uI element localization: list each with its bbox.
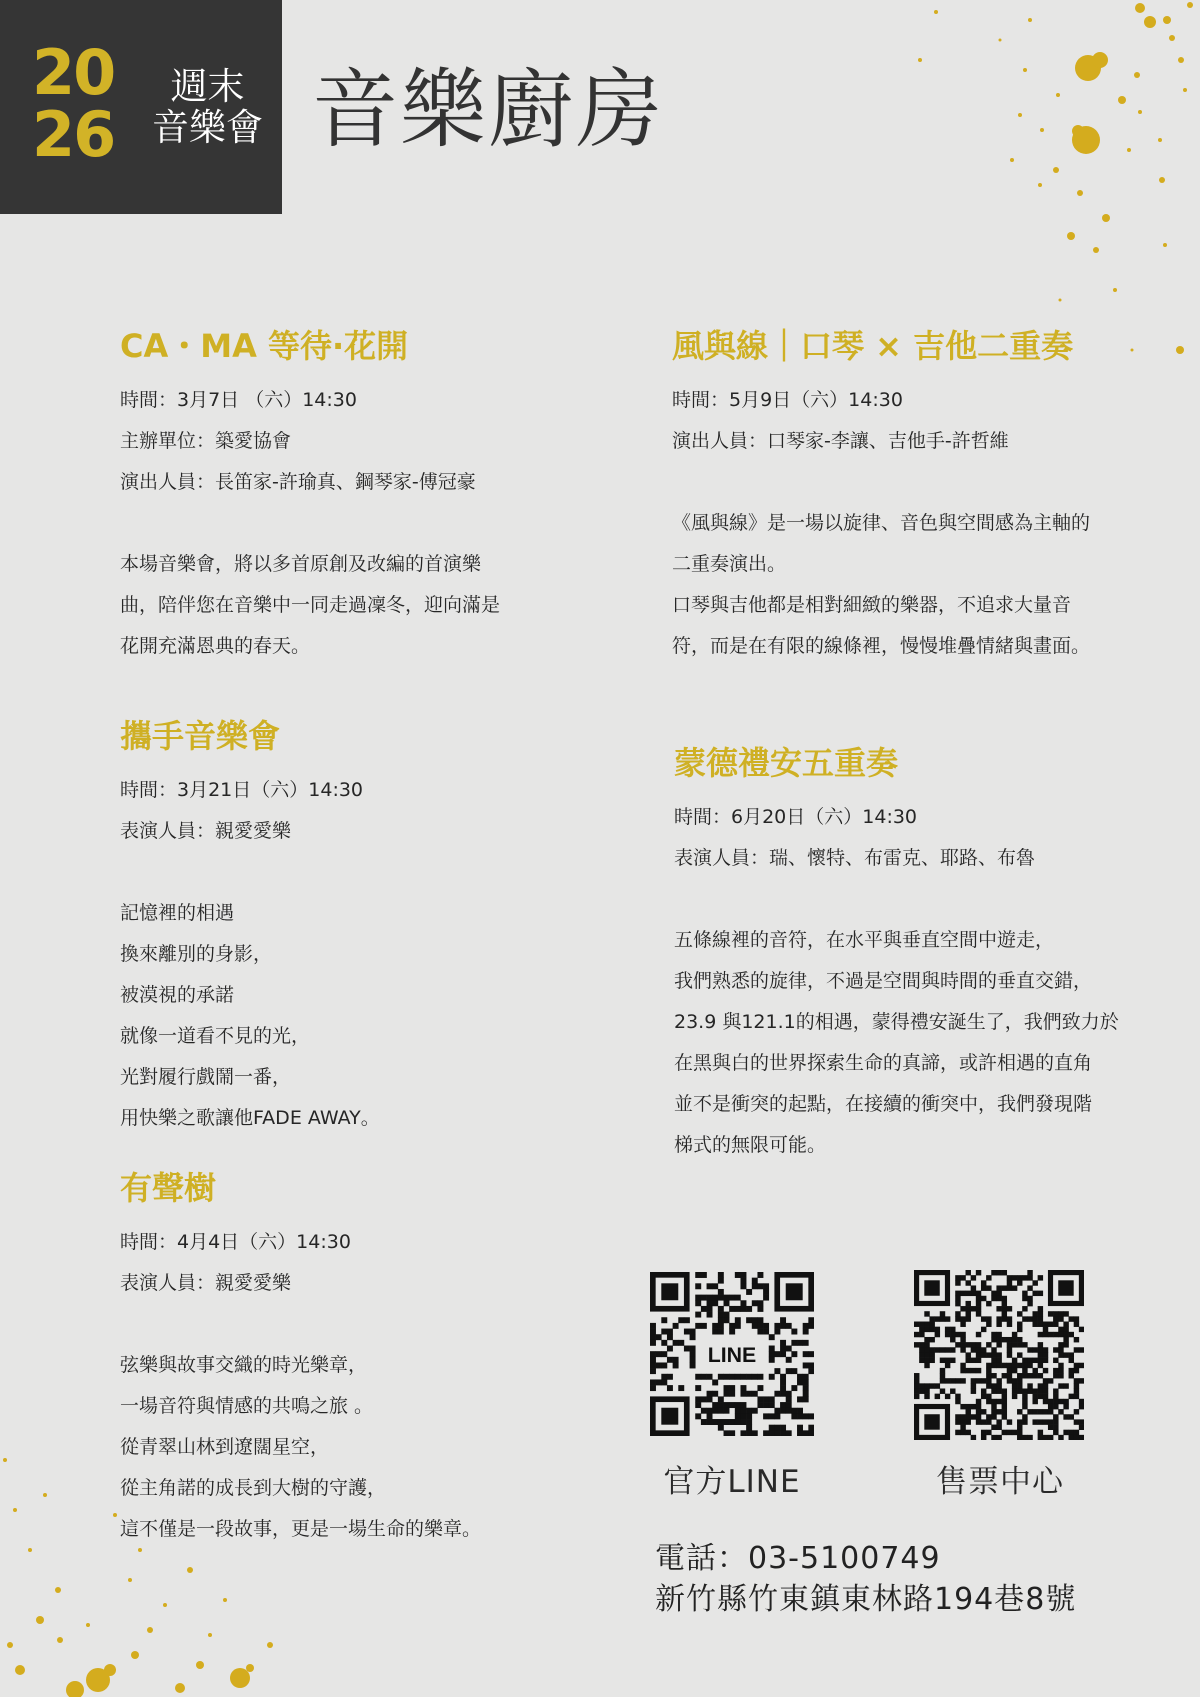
concert-section-hand-in-hand xyxy=(120,716,380,1139)
description-line: 花開充滿恩典的春天。 xyxy=(120,635,311,657)
concert-section-mondrian-quintet xyxy=(674,743,1119,1166)
line-qr-label: 官方LINE xyxy=(663,1464,801,1500)
section-title: 有聲樹 xyxy=(120,1169,217,1207)
description-line: 從青翠山林到遼闊星空， xyxy=(120,1436,330,1458)
event-subtitle xyxy=(145,66,270,148)
concert-performers: 表演人員：親愛愛樂 xyxy=(120,1272,292,1294)
description-line: 被漠視的承諾 xyxy=(120,984,235,1006)
spacer xyxy=(120,503,500,544)
description-line: 二重奏演出。 xyxy=(672,553,787,575)
description-line: 記憶裡的相遇 xyxy=(120,902,235,924)
page-title: 音樂廚房 xyxy=(312,60,664,160)
concert-section-sound-tree xyxy=(120,1168,481,1550)
concert-time: 時間：6月20日（六）14:30 xyxy=(674,806,918,828)
concert-time: 時間：4月4日（六）14:30 xyxy=(120,1231,351,1253)
concert-performers: 演出人員：口琴家-李讓、吉他手-許哲維 xyxy=(672,430,1009,452)
paint-splatter-top-right xyxy=(900,0,1200,380)
spacer xyxy=(120,852,380,893)
concert-section-wind-and-line xyxy=(672,326,1090,667)
concert-time: 時間：3月7日 （六）14:30 xyxy=(120,389,357,411)
description-line: 23.9 與121.1的相遇，蒙得禮安誕生了，我們致力於 xyxy=(674,1011,1119,1033)
concert-organizer: 主辦單位：築愛協會 xyxy=(120,430,292,452)
description-line: 就像一道看不見的光， xyxy=(120,1025,311,1047)
phone-number: 電話：03-5100749 xyxy=(655,1541,941,1576)
concert-time: 時間：3月21日（六）14:30 xyxy=(120,779,364,801)
description-line: 光對履行戲鬧一番， xyxy=(120,1066,292,1088)
description-line: 換來離別的身影， xyxy=(120,943,273,965)
section-title: 蒙德禮安五重奏 xyxy=(674,744,899,782)
description-line: 一場音符與情感的共鳴之旅 。 xyxy=(120,1395,374,1417)
contact-info xyxy=(655,1538,1076,1620)
description-line: 從主角諾的成長到大樹的守護， xyxy=(120,1477,387,1499)
subtitle-line1: 週末 xyxy=(170,65,245,108)
description-line: 曲，陪伴您在音樂中一同走過凜冬，迎向滿是 xyxy=(120,594,501,616)
address: 新竹縣竹東鎮東林路194巷8號 xyxy=(655,1582,1077,1617)
ticket-qr-label: 售票中心 xyxy=(936,1464,1064,1500)
subtitle-line2: 音樂會 xyxy=(152,106,263,149)
description-line: 《風與線》是一場以旋律、音色與空間感為主軸的 xyxy=(672,512,1091,534)
year-top: 20 xyxy=(32,36,115,109)
description-line: 五條線裡的音符，在水平與垂直空間中遊走， xyxy=(674,929,1055,951)
section-title: 攜手音樂會 xyxy=(120,717,281,755)
year-bottom: 26 xyxy=(32,98,115,171)
concert-performers: 演出人員：長笛家-許瑜真、鋼琴家-傅冠豪 xyxy=(120,471,476,493)
line-logo-text: LINE xyxy=(707,1343,757,1368)
description-line: 我們熟悉的旋律，不過是空間與時間的垂直交錯， xyxy=(674,970,1093,992)
concert-performers: 表演人員：瑞、懷特、布雷克、耶路、布魯 xyxy=(674,847,1036,869)
ticket-qr-code[interactable] xyxy=(914,1270,1084,1440)
section-title: 風與線｜口琴 × 吉他二重奏 xyxy=(672,327,1074,365)
description-line: 用快樂之歌讓他FADE AWAY。 xyxy=(120,1107,380,1129)
section-title: CA・MA 等待·花開 xyxy=(120,327,409,365)
spacer xyxy=(674,879,1119,920)
spacer xyxy=(672,462,1090,503)
year-badge xyxy=(32,36,132,171)
description-line: 本場音樂會，將以多首原創及改編的首演樂 xyxy=(120,553,482,575)
concert-performers: 表演人員：親愛愛樂 xyxy=(120,820,292,842)
description-line: 梯式的無限可能。 xyxy=(674,1134,827,1156)
line-qr-code[interactable] xyxy=(650,1272,814,1436)
spacer xyxy=(120,1304,481,1345)
description-line: 在黑與白的世界探索生命的真諦，或許相遇的直角 xyxy=(674,1052,1093,1074)
description-line: 這不僅是一段故事，更是一場生命的樂章。 xyxy=(120,1518,482,1540)
description-line: 符，而是在有限的線條裡，慢慢堆疊情緒與畫面。 xyxy=(672,635,1091,657)
description-line: 弦樂與故事交織的時光樂章， xyxy=(120,1354,368,1376)
header-block xyxy=(0,0,282,214)
description-line: 口琴與吉他都是相對細緻的樂器，不追求大量音 xyxy=(672,594,1072,616)
concert-time: 時間：5月9日（六）14:30 xyxy=(672,389,903,411)
concert-section-cama xyxy=(120,326,500,667)
description-line: 並不是衝突的起點，在接續的衝突中，我們發現階 xyxy=(674,1093,1093,1115)
